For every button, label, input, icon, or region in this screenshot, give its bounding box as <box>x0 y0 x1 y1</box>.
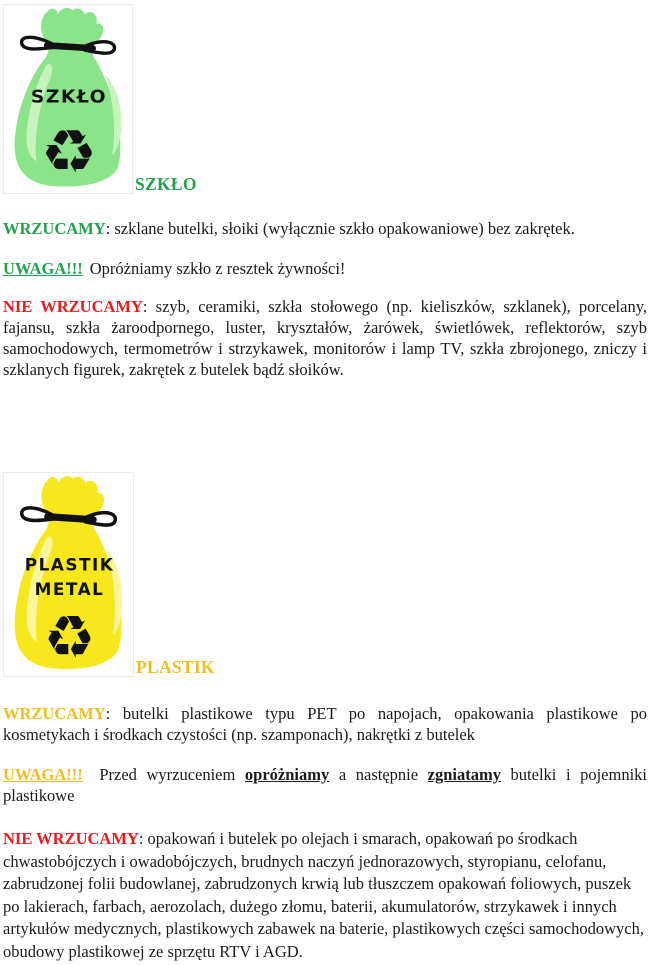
green-bag-image <box>3 4 133 194</box>
glass-caption: SZKŁO <box>135 174 197 194</box>
glass-nie-wrzucamy-paragraph <box>3 296 647 380</box>
plastic-wrzucamy-paragraph <box>3 703 647 745</box>
green-bag-label: SZKŁO <box>30 87 108 108</box>
plastic-uwaga-text-2: a następnie <box>338 765 419 784</box>
glass-bag-row <box>3 4 647 194</box>
glass-nie-wrzucamy-heading: NIE WRZUCAMY <box>3 297 143 316</box>
yellow-bag-label-line2: METAL <box>34 579 105 600</box>
glass-uwaga-paragraph <box>3 258 647 279</box>
plastic-uwaga-paragraph <box>3 764 647 806</box>
yellow-bag-illustration <box>4 473 133 676</box>
glass-nie-wrzucamy-text: : szyb, ceramiki, szkła stołowego (np. kieliszków, szklanek), porcelany, fajansu, szkła żaroodpornego, luster, kryształów, żarówek, świetlówek, reflektorów, szyb samochodowych, termometrów i strzykawek, monitorów i lamp TV, szkła zbrojonego, zniczy i szklanych figurek, zakrętek z butelek bądź słoików. <box>3 297 647 379</box>
plastic-uwaga-emphasis-2: zgniatamy <box>427 765 501 784</box>
plastic-nie-wrzucamy-heading: NIE WRZUCAMY <box>3 829 139 848</box>
plastic-uwaga-heading: UWAGA!!! <box>3 765 83 784</box>
glass-wrzucamy-text: : szklane butelki, słoiki (wyłącznie szkło opakowaniowe) bez zakrętek. <box>105 219 575 238</box>
glass-uwaga-heading: UWAGA!!! <box>3 259 83 278</box>
plastic-uwaga-text-1: Przed wyrzuceniem <box>99 765 236 784</box>
plastic-uwaga-emphasis-1: opróżniamy <box>244 765 330 784</box>
plastic-caption: PLASTIK <box>136 657 215 677</box>
plastic-bag-row <box>3 472 647 677</box>
glass-wrzucamy-paragraph <box>3 218 647 239</box>
glass-wrzucamy-heading: WRZUCAMY <box>3 219 106 238</box>
plastic-section <box>3 472 647 963</box>
plastic-uwaga-text-3: butelki i pojemniki plastikowe <box>3 765 648 805</box>
plastic-nie-wrzucamy-paragraph <box>3 828 647 963</box>
plastic-wrzucamy-text: : butelki plastikowe typu PET po napojach, opakowania plastikowe po kosmetykach i środkach czystości (np. szamponach), nakrętki z butelek <box>3 704 647 744</box>
glass-section <box>3 4 647 380</box>
yellow-bag-image <box>3 472 134 677</box>
glass-uwaga-text: Opróżniamy szkło z resztek żywności! <box>89 259 346 278</box>
recycle-icon: ♻ <box>40 116 98 187</box>
plastic-wrzucamy-heading: WRZUCAMY <box>3 704 106 723</box>
recycle-icon: ♻ <box>43 603 96 672</box>
plastic-nie-wrzucamy-text: : opakowań i butelek po olejach i smarach, opakowań po środkach chwastobójczych i owadobójczych, brudnych naczyń jednorazowych, styropianu, celofanu, zabrudzonej folii budowlanej, zabrudzonych krwią lub tłuszczem opakowań foliowych, puszek po lakierach, farbach, aerozolach, dużego złomu, baterii, akumulatorów, strzykawek i innych artykułów medycznych, plastikowych zabawek na baterie, plastikowych części samochodowych, obudowy plastikowej ze sprzętu RTV i AGD. <box>3 829 644 961</box>
green-bag-illustration <box>4 5 132 193</box>
yellow-bag-label-line1: PLASTIK <box>24 555 115 576</box>
